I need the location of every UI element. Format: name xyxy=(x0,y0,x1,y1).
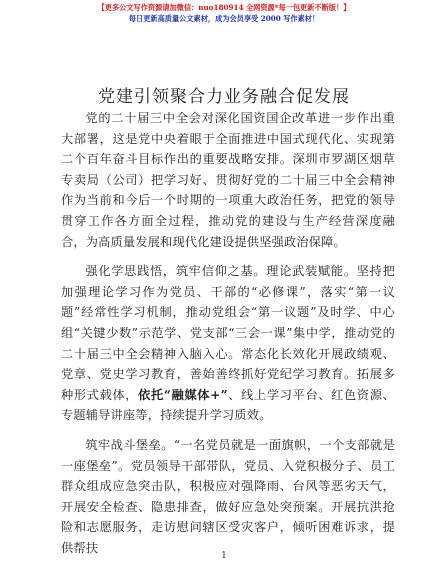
paragraph-3: 筑牢战斗堡垒。“一名党员就是一面旗帜，一个支部就是一座堡垒”。党员领导干部带队，党员、入党积极分子、员工群众组成应急突击队，积极应对强降雨、台风等恶劣天气，开展安全检查、隐患排查，做好应急处突预案。开展抗洪抢险和志愿服务，走访慰问辖区受灾客户，倾听困难诉求，提供帮扶 xyxy=(61,437,395,555)
paragraph-2 xyxy=(61,261,395,426)
paragraph-2-tail: 、线上学习平台、红色资源、专题辅导讲座等，持续提升学习质效。 xyxy=(61,387,395,423)
paragraph-1: 党的二十届三中全会对深化国资国企改革进一步作出重大部署，这是党中央着眼于全面推进中国式现代化、实现第二个百年奋斗目标作出的重要战略安排。深圳市罗湖区烟草专卖局（公司）把学习好、贯彻好党的二十届三中全会精神作为当前和今后一个时期的一项重大政治任务，把党的领导贯穿工作各方面全过程，推动党的建设与生产经营深度融合，为高质量发展和现代化建设提供坚强政治保障。 xyxy=(61,111,395,249)
promo-banner-line-1: 【更多公文写作资源请加微信：nuo180914 全网资源*每一包更新不断版！】 xyxy=(97,3,351,12)
document-body xyxy=(61,108,395,567)
page-number: 1 xyxy=(221,551,227,561)
promo-banner-line-2: 每日更新高质量公文素材，成为会员享受 2000 写作素材！ xyxy=(128,14,320,23)
document-title: 党建引领聚合力业务融合促发展 xyxy=(98,87,350,107)
paragraph-2-bold-phrase: 依托“融媒体+” xyxy=(138,387,228,402)
paragraph-2-text: 强化学思践悟，筑牢信仰之基。理论武装赋能。坚持把加强理论学习作为党员、干部的“必修课”，落实“第一议题”经常性学习机制，推动党组会“第一议题”及时学、中心组“关键少数”示范学、党支部“三会一课”集中学，推动党的二十届三中全会精神入脑入心。常态化长效化开展政绩观、党章、党史学习教育，善始善终抓好党纪学习教育。拓展多种形式载体， xyxy=(61,264,395,402)
